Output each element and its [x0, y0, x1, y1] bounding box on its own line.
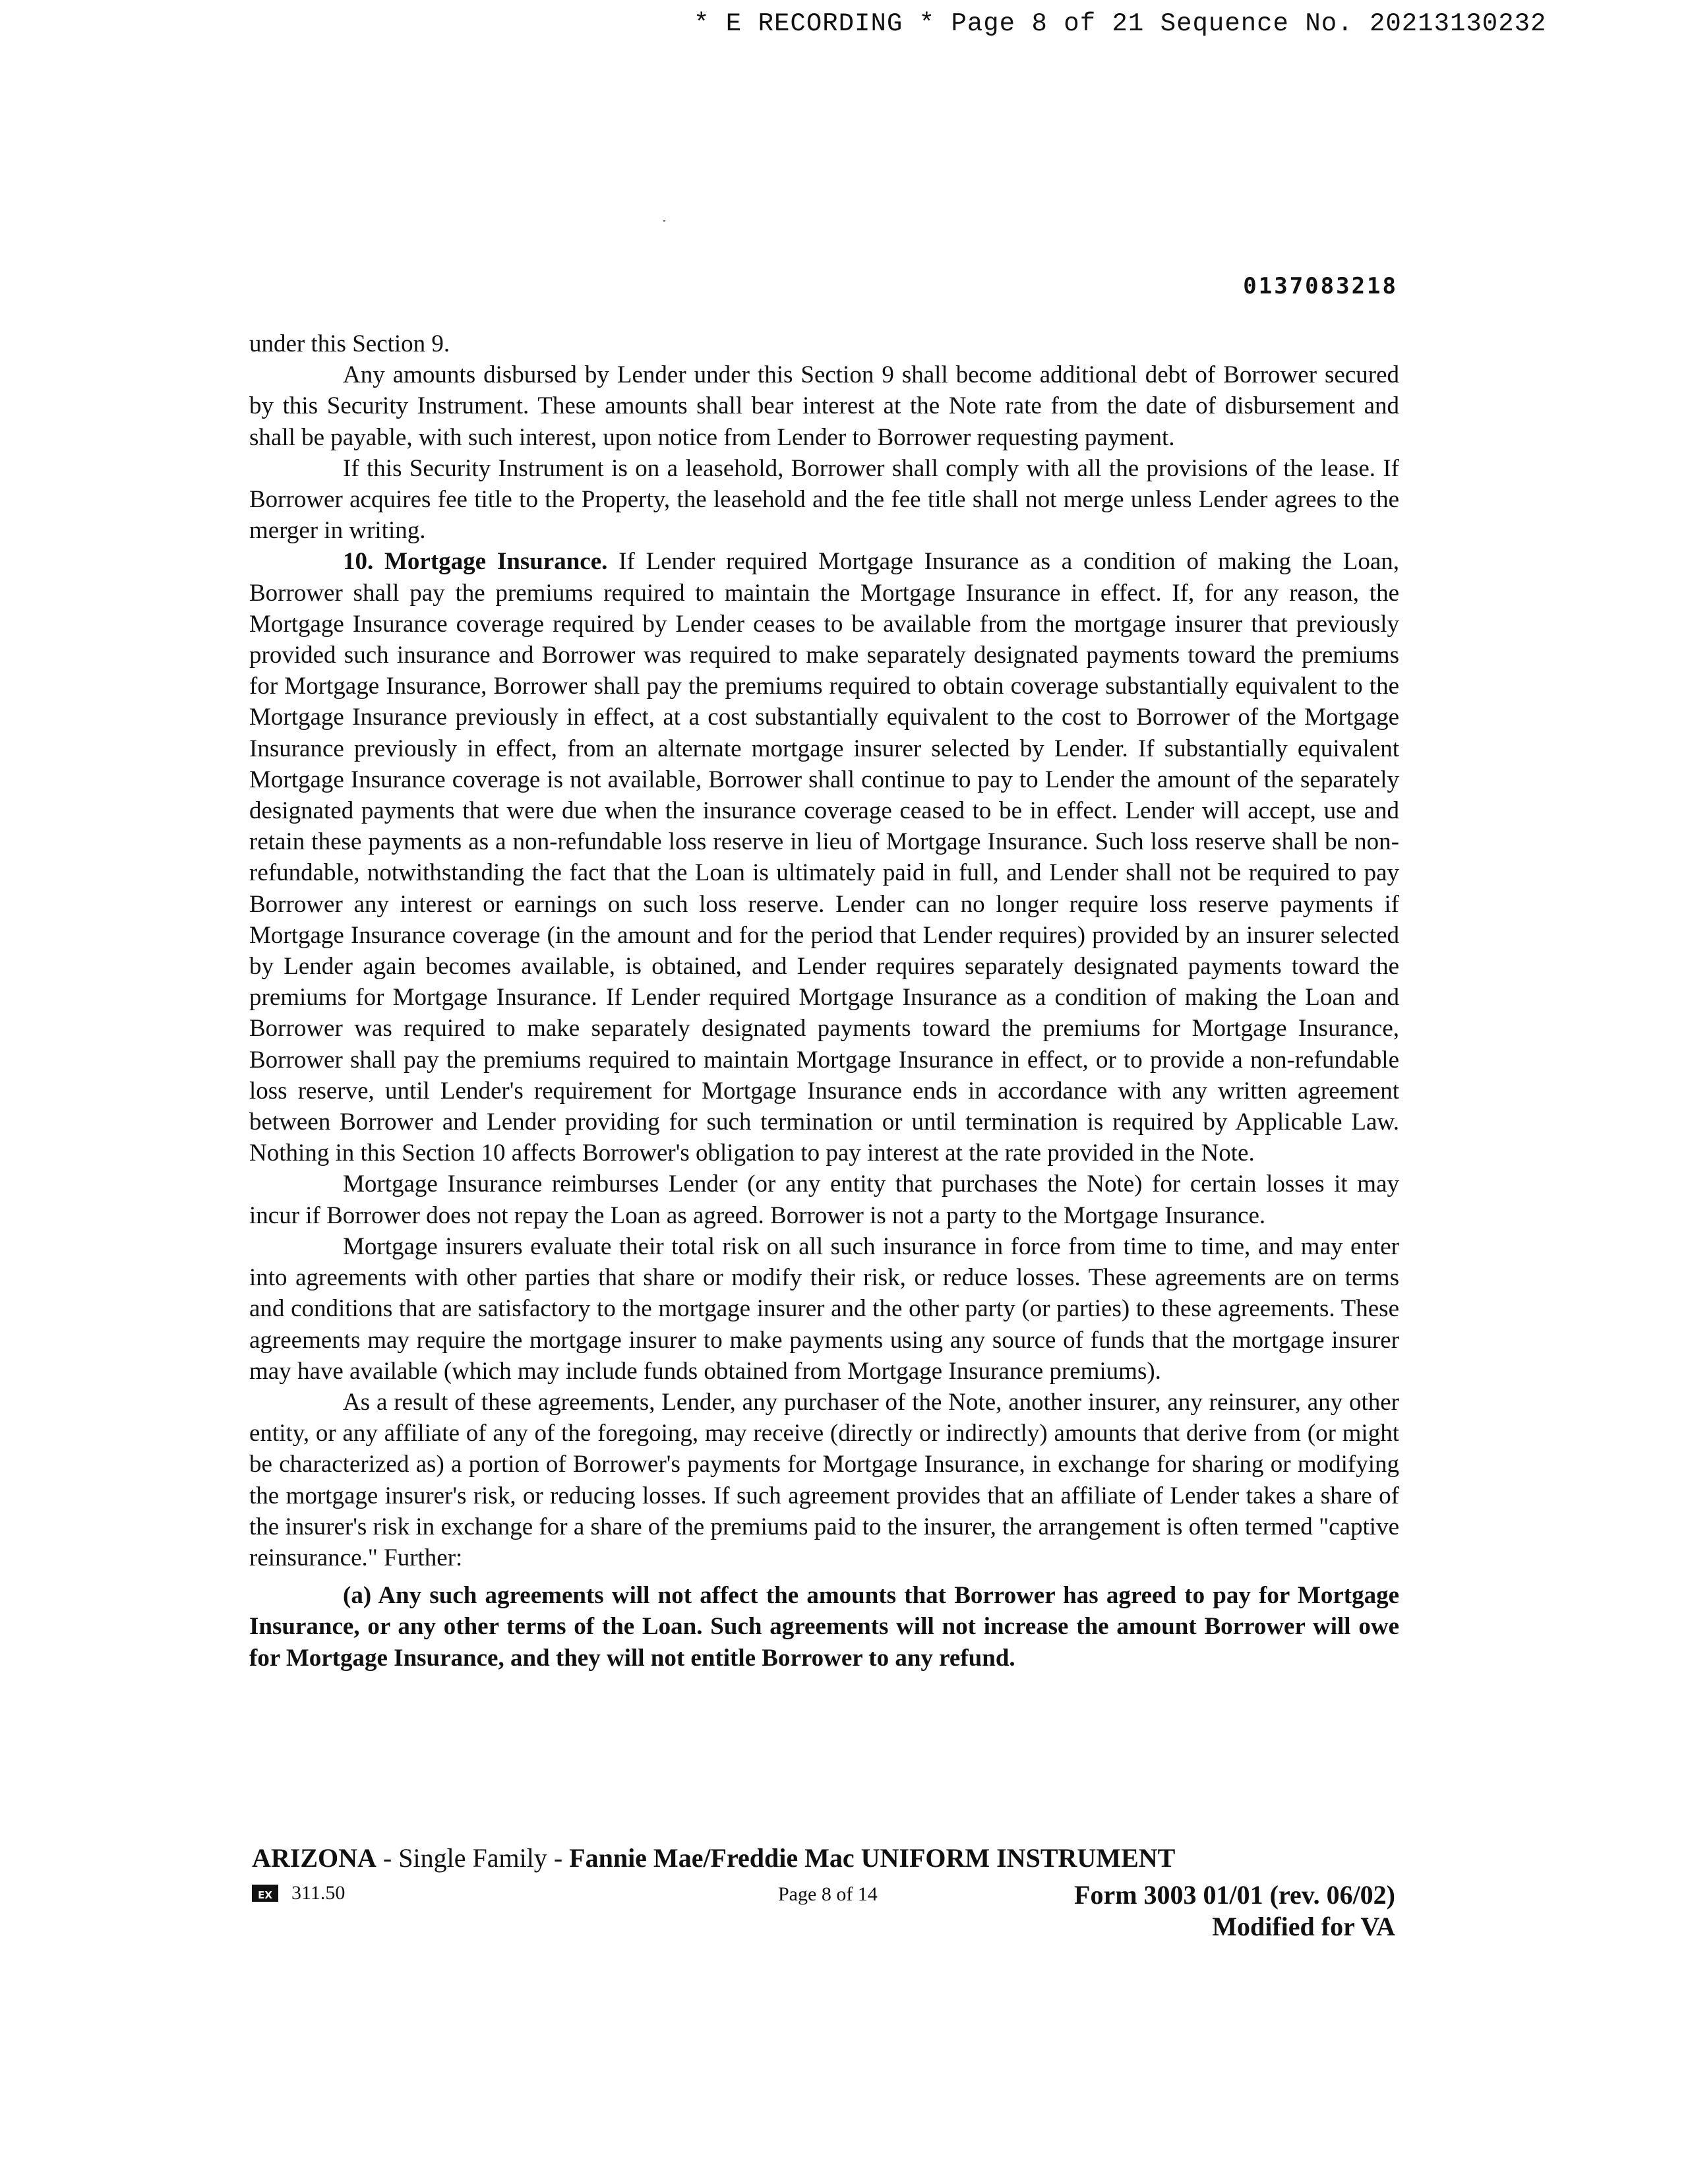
- footer-row: [252, 1879, 1399, 1912]
- scan-artifact: [663, 220, 665, 222]
- page-of: Page 8 of 14: [778, 1883, 878, 1905]
- modified-for-va: Modified for VA: [1212, 1912, 1395, 1941]
- form-number: Form 3003 01/01 (rev. 06/02): [1074, 1880, 1395, 1910]
- paragraph-clause-a: (a) Any such agreements will not affect the amounts that Borrower has agreed to pay for Mortgage Insurance, or any other terms of the Loan. Such agreements will not increase the amount Borrower will owe for Mortgage Insurance, and they will not entitle Borrower to any refund.: [249, 1582, 1399, 1672]
- footer-sep-2: -: [547, 1843, 570, 1873]
- footer-instrument: Fannie Mae/Freddie Mac UNIFORM INSTRUMENT: [569, 1843, 1176, 1873]
- footer-family: Single Family: [398, 1843, 547, 1873]
- form-code: [252, 1882, 345, 1904]
- continuation-line: under this Section 9.: [249, 330, 450, 357]
- paragraph-reimbursement: Mortgage Insurance reimburses Lender (or any entity that purchases the Note) for certain losses it may incur if Borrower does not repay the Loan as agreed. Borrower is not a party to the Mortgage Insurance.: [249, 1170, 1399, 1229]
- footer-title: [252, 1842, 1175, 1873]
- section-10-paragraph: [249, 546, 1399, 1168]
- loan-number: 0137083218: [1243, 273, 1398, 299]
- paragraph-insurer-risk: Mortgage insurers evaluate their total risk on all such insurance in force from time to time, and may enter into agreements with other parties that share or modify their risk, or reduce losses. These agreements are on terms and conditions that are satisfactory to the mortgage insurer and the other party (or parties) to these agreements. These agreements may require the mortgage insurer to make payments using any source of funds that the mortgage insurer may have available (which may include funds obtained from Mortgage Insurance premiums).: [249, 1232, 1399, 1385]
- paragraph-captive-reinsurance: As a result of these agreements, Lender, any purchaser of the Note, another insurer, any reinsurer, any other entity, or any affiliate of any of the foregoing, may receive (directly or indirectly) amounts that derive from (or might be characterized as) a portion of Borrower's payments for Mortgage Insurance, in exchange for sharing or modifying the mortgage insurer's risk, or reducing losses. If such agreement provides that an affiliate of Lender takes a share of the insurer's risk in exchange for a share of the premiums paid to the insurer, the arrangement is often termed "captive reinsurance." Further:: [249, 1388, 1399, 1571]
- section-10-title: 10. Mortgage Insurance.: [343, 548, 608, 576]
- section-10-text: If Lender required Mortgage Insurance as a condition of making the Loan, Borrower shall pay the premiums required to maintain the Mortgage Insurance in effect. If, for any reason, the Mortgage Insurance coverage required by Lender ceases to be available from the mortgage insurer that previously provided such insurance and Borrower was required to make separately designated payments toward the premiums for Mortgage Insurance, Borrower shall pay the premiums required to obtain coverage substantially equivalent to the Mortgage Insurance previously in effect, at a cost substantially equivalent to the cost to Borrower of the Mortgage Insurance previously in effect, from an alternate mortgage insurer selected by Lender. If substantially equivalent Mortgage Insurance coverage is not available, Borrower shall continue to pay to Lender the amount of the separately designated payments that were due when the insurance coverage ceased to be in effect. Lender will accept, use and retain these payments as a non-refundable loss reserve in lieu of Mortgage Insurance. Such loss reserve shall be non-refundable, notwithstanding the fact that the Loan is ultimately paid in full, and Lender shall not be required to pay Borrower any interest or earnings on such loss reserve. Lender can no longer require loss reserve payments if Mortgage Insurance coverage (in the amount and for the period that Lender requires) provided by an insurer selected by Lender again becomes available, is obtained, and Lender requires separately designated payments toward the premiums for Mortgage Insurance. If Lender required Mortgage Insurance as a condition of making the Loan and Borrower was required to make separately designated payments toward the premiums for Mortgage Insurance, Borrower shall pay the premiums required to maintain Mortgage Insurance in effect, or to provide a non-refundable loss reserve, until Lender's requirement for Mortgage Insurance ends in accordance with any written agreement between Borrower and Lender providing for such termination or until termination is required by Applicable Law. Nothing in this Section 10 affects Borrower's obligation to pay interest at the rate provided in the Note.: [249, 548, 1399, 1167]
- form-logo-icon: EX: [252, 1885, 278, 1902]
- paragraph-leasehold: If this Security Instrument is on a leasehold, Borrower shall comply with all the provisions of the lease. If Borrower acquires fee title to the Property, the leasehold and the fee title shall not merge unless Lender agrees to the merger in writing.: [249, 454, 1399, 545]
- footer-sep-1: -: [376, 1843, 399, 1873]
- paragraph-disbursed-amounts: Any amounts disbursed by Lender under this Section 9 shall become additional debt of Borrower secured by this Security Instrument. These amounts shall bear interest at the Note rate from the date of disbursement and shall be payable, with such interest, upon notice from Lender to Borrower requesting payment.: [249, 361, 1399, 451]
- recording-header: * E RECORDING * Page 8 of 21 Sequence No. 20213130232: [694, 9, 1547, 38]
- form-code-number: 311.50: [291, 1882, 346, 1904]
- footer-state: ARIZONA: [252, 1843, 377, 1873]
- document-body: [249, 328, 1399, 1674]
